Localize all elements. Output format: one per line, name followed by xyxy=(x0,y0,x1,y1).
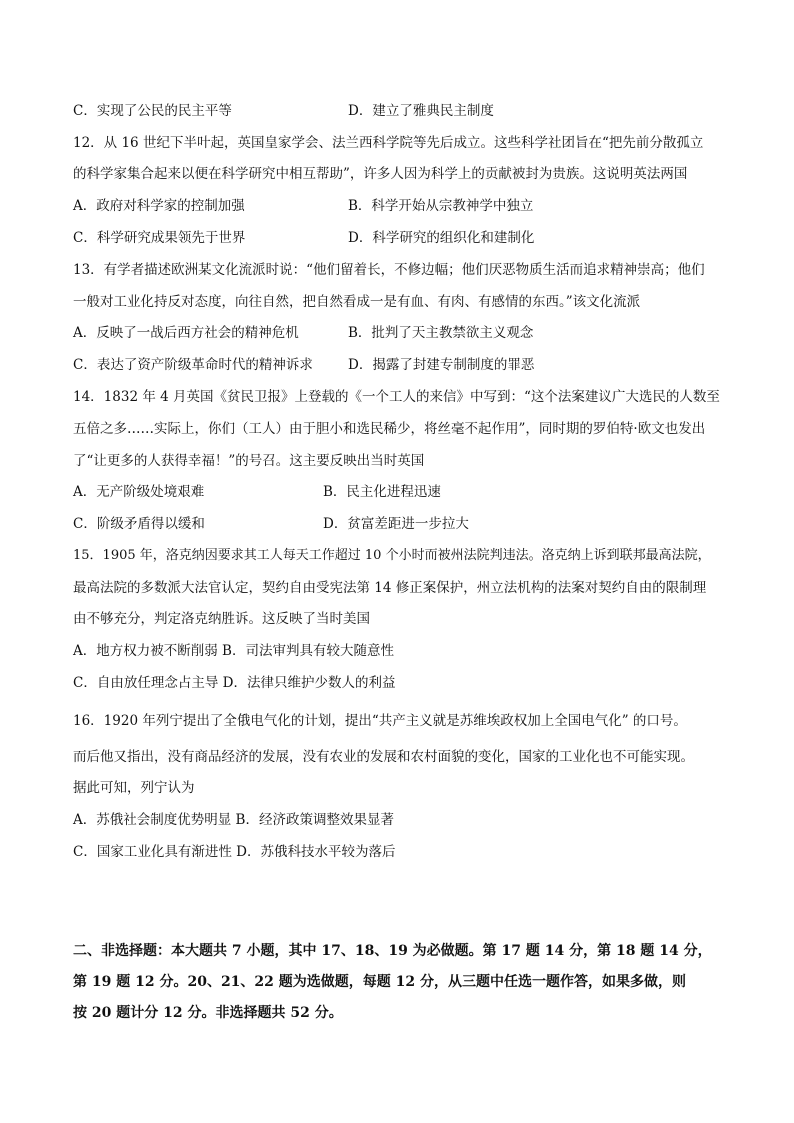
q15-stem-line3: 由不够充分，判定洛克纳胜诉。这反映了当时美国 xyxy=(73,611,370,627)
q16-stem-line2: 而后他又指出，没有商品经济的发展，没有农业的发展和农村面貌的变化，国家的工业化也不可能实现。 xyxy=(73,749,694,765)
section2-heading-line2: 第 19 题 12 分。20、21、22 题为选做题，每题 12 分，从三题中任选一题作答，如果多做，则 xyxy=(73,974,687,990)
q14-stem-line3: 了“让更多的人获得幸福！”的号召。这主要反映出当时英国 xyxy=(73,453,425,469)
q16-options-cd: C．国家工业化具有渐进性 D．苏俄科技水平较为落后 xyxy=(73,844,396,860)
q12-stem-line1: 12．从 16 世纪下半叶起，英国皇家学会、法兰西科学院等先后成立。这些科学社团旨在“把先前分散孤立 xyxy=(73,135,704,151)
q13-stem-line2: 一般对工业化持反对态度，向往自然，把自然看成一是有血、有肉、有感情的东西。”该文化流派 xyxy=(73,294,641,310)
q14-option-c: C．阶级矛盾得以缓和 xyxy=(73,516,205,532)
q14-option-d: D．贫富差距进一步拉大 xyxy=(323,516,469,532)
q13-option-a: A．反映了一战后西方社会的精神危机 xyxy=(73,325,299,341)
q15-options-ab: A．地方权力被不断削弱 B．司法审判具有较大随意性 xyxy=(73,643,394,659)
q15-options-cd: C．自由放任理念占主导 D．法律只维护少数人的利益 xyxy=(73,675,396,691)
q15-stem-line1: 15．1905 年，洛克纳因要求其工人每天工作超过 10 个小时而被州法院判违法。洛克纳上诉到联邦最高法院， xyxy=(73,548,711,563)
q16-options-ab: A．苏俄社会制度优势明显 B．经济政策调整效果显著 xyxy=(73,812,394,828)
section2-heading-line1: 二、非选择题：本大题共 7 小题，其中 17、18、19 为必做题。第 17 题 14 分，第 18 题 14 分， xyxy=(73,943,712,959)
q15-stem-line2: 最高法院的多数派大法官认定，契约自由受宪法第 14 修正案保护，州立法机构的法案对契约自由的限制理 xyxy=(73,580,707,596)
q12-option-d: D．科学研究的组织化和建制化 xyxy=(348,230,535,246)
section2-heading-line3: 按 20 题计分 12 分。非选择题共 52 分。 xyxy=(73,1005,343,1021)
q12-option-c: C．科学研究成果领先于世界 xyxy=(73,230,246,246)
q14-option-a: A．无产阶级处境艰难 xyxy=(73,484,205,500)
q14-stem-line2: 五倍之多……实际上，你们（工人）由于胆小和选民稀少，将丝毫不起作用”，同时期的罗伯特·欧文也发出 xyxy=(73,421,706,437)
q14-stem-line1: 14．1832 年 4 月英国《贫民卫报》上登载的《一个工人的来信》中写到：“这个法案建议广大选民的人数至 xyxy=(73,389,720,405)
q14-option-b: B．民主化进程迅速 xyxy=(323,484,441,500)
q16-stem-line3: 据此可知，列宁认为 xyxy=(73,780,195,796)
q13-option-b: B．批判了天主教禁欲主义观念 xyxy=(348,325,534,341)
q12-stem-line2: 的科学家集合起来以便在科学研究中相互帮助”，许多人因为科学上的贡献被封为贵族。这说明英法两国 xyxy=(73,166,688,182)
q11-option-c: C．实现了公民的民主平等 xyxy=(73,103,232,119)
q13-option-c: C．表达了资产阶级革命时代的精神诉求 xyxy=(73,357,313,373)
q11-option-d: D．建立了雅典民主制度 xyxy=(348,103,494,119)
q12-option-a: A．政府对科学家的控制加强 xyxy=(73,198,245,214)
q12-option-b: B．科学开始从宗教神学中独立 xyxy=(348,198,534,214)
q13-stem-line1: 13．有学者描述欧洲某文化流派时说：“他们留着长，不修边幅；他们厌恶物质生活而追求精神崇高；他们 xyxy=(73,262,705,278)
q16-stem-line1: 16．1920 年列宁提出了全俄电气化的计划，提出“共产主义就是苏维埃政权加上全国电气化” 的口号。 xyxy=(73,713,687,729)
q13-option-d: D．揭露了封建专制制度的罪恶 xyxy=(348,357,535,373)
